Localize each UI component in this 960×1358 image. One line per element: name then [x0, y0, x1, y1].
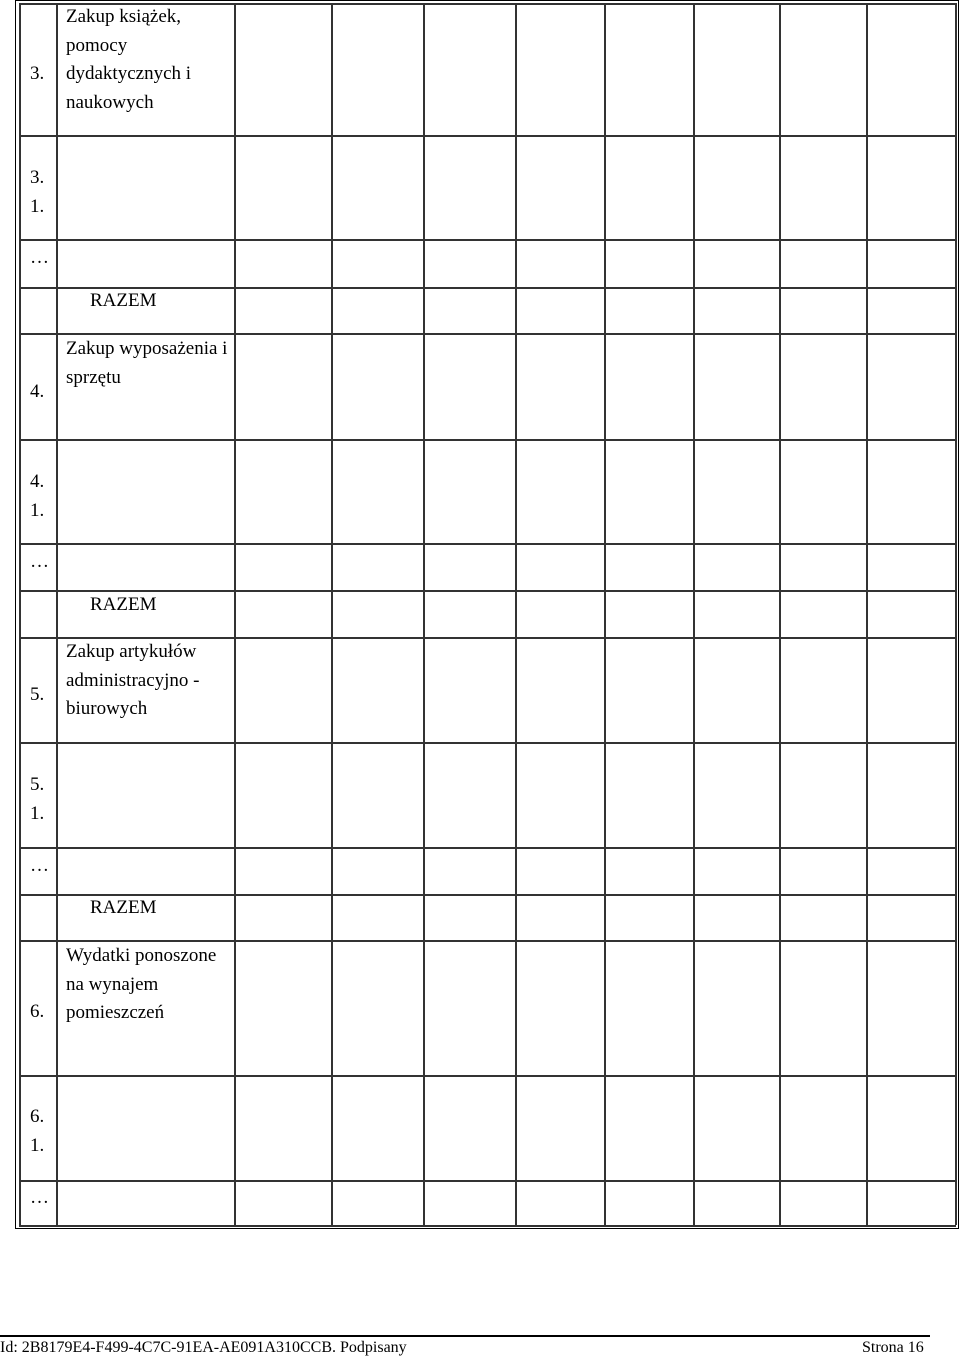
row-name: Zakup książek, pomocy dydaktycznych i naukowych: [66, 6, 192, 113]
row-name: Zakup wyposażenia i sprzętu: [66, 338, 228, 388]
row-number: 5. 1.: [30, 774, 45, 824]
table-row-divider: [19, 439, 956, 441]
row-total-label: RAZEM: [90, 594, 157, 615]
table-row-divider: [19, 1180, 956, 1182]
table-column-divider: [234, 3, 236, 1225]
table-row-divider: [19, 847, 956, 849]
row-number: …: [30, 551, 49, 572]
row-number: …: [30, 855, 49, 876]
row-number: 6.: [30, 1001, 45, 1022]
table-row-divider: [19, 1075, 956, 1077]
page-number: Strona 16: [862, 1339, 924, 1356]
row-number: 6. 1.: [30, 1106, 45, 1156]
table-column-divider: [866, 3, 868, 1225]
table-column-divider: [56, 3, 58, 1225]
footer-divider: [0, 1335, 930, 1337]
row-number: 5.: [30, 684, 45, 705]
table-column-divider: [693, 3, 695, 1225]
row-number: 4.: [30, 381, 45, 402]
table-row-divider: [19, 1225, 956, 1227]
row-number: …: [30, 1187, 49, 1208]
table-column-divider: [515, 3, 517, 1225]
row-number: 4. 1.: [30, 471, 45, 521]
row-number: …: [30, 247, 49, 268]
table-row-divider: [19, 590, 956, 592]
table-row-divider: [19, 135, 956, 137]
table-column-divider: [779, 3, 781, 1225]
table-column-divider: [604, 3, 606, 1225]
table-row-divider: [19, 894, 956, 896]
table-column-divider: [423, 3, 425, 1225]
table-row-divider: [19, 239, 956, 241]
row-number: 3.: [30, 63, 45, 84]
row-number: 3. 1.: [30, 167, 45, 217]
row-name: Wydatki ponoszone na wynajem pomieszczeń: [66, 945, 217, 1023]
row-total-label: RAZEM: [90, 290, 157, 311]
table-row-divider: [19, 287, 956, 289]
table-row-divider: [19, 543, 956, 545]
row-name: Zakup artykułów administracyjno - biurowych: [66, 641, 200, 719]
table-column-divider: [331, 3, 333, 1225]
table-row-divider: [19, 742, 956, 744]
table-column-divider: [955, 3, 957, 1225]
row-total-label: RAZEM: [90, 897, 157, 918]
document-id: Id: 2B8179E4-F499-4C7C-91EA-AE091A310CCB. Podpisany: [0, 1339, 407, 1356]
table-column-divider: [19, 3, 21, 1225]
